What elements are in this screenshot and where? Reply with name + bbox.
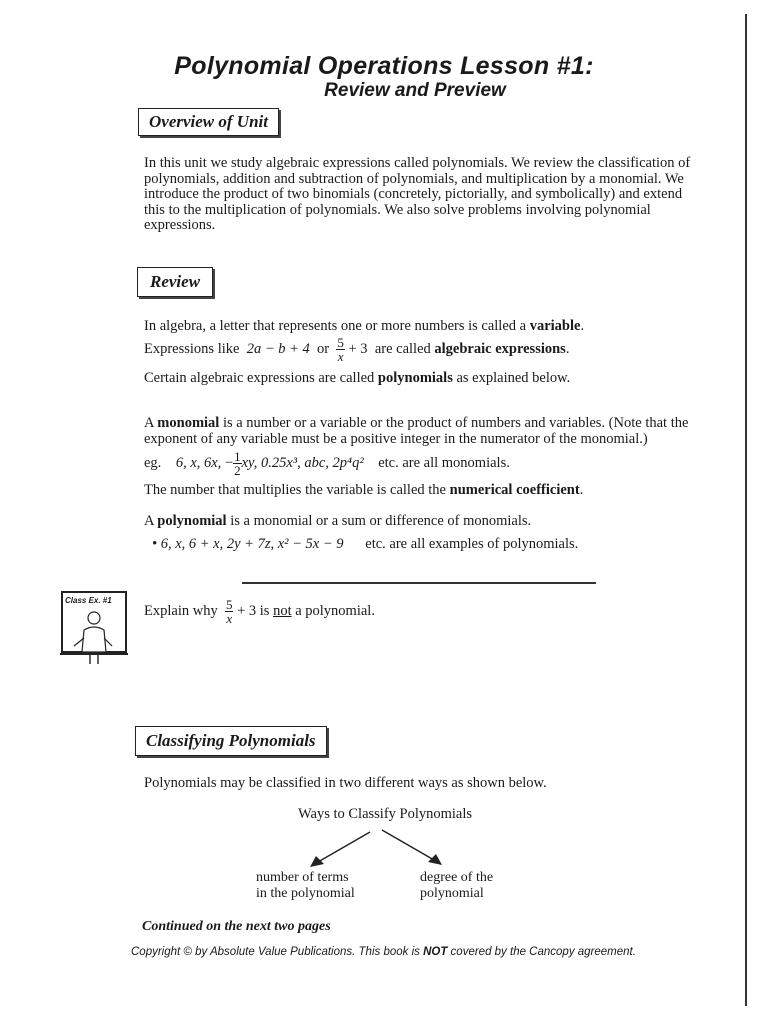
expressions-like-text: Expressions like	[144, 340, 240, 357]
monomial-terms-1: 6, x, 6x,	[175, 454, 222, 471]
variable-text: In algebra, a letter that represents one or more numbers is called a	[144, 318, 530, 334]
a-polynomial-text: a polynomial.	[291, 602, 375, 619]
not-emphasis: not	[273, 602, 292, 619]
fraction-numerator: 5	[337, 335, 344, 350]
polynomial-definition	[144, 513, 531, 530]
are-all-examples: etc. are all examples of polynomials.	[365, 536, 579, 552]
copyright-line	[131, 946, 636, 958]
overview-text: In this unit we study algebraic expressions called polynomials. We review the classification of polynomials, addition and subtraction of polynomials, and multiplication by a monomial. We introduce the product of two binomials (concretely, pictorially, and symbolically) and extend this to the multiplication of polynomials. We also solve problems involving polynomial expressions.	[144, 155, 691, 233]
variable-definition	[144, 318, 584, 335]
not-bold: NOT	[423, 946, 448, 958]
number-of-terms-text: number of terms	[256, 870, 349, 885]
monomial-examples	[144, 450, 510, 477]
algebraic-expressions-term: algebraic expressions	[434, 340, 566, 357]
classify-by-degree	[420, 870, 493, 902]
class-example-label: Class Ex. #1	[65, 596, 112, 605]
polynomials-intro	[144, 370, 570, 387]
a-text: A	[144, 415, 158, 431]
polynomials-term: polynomials	[377, 370, 453, 386]
copyright-text: Copyright © by Absolute Value Publications. This book is	[131, 946, 424, 958]
eg-label: eg.	[144, 454, 162, 471]
or-text: or	[317, 340, 330, 357]
class-example-question	[144, 598, 375, 625]
page-title: Polynomial Operations Lesson #1:	[174, 52, 594, 80]
diagram-title: Ways to Classify Polynomials	[298, 806, 473, 822]
plus-3: + 3	[348, 340, 368, 357]
are-called-text: are called	[374, 340, 435, 357]
fraction-denominator: 2	[234, 463, 241, 478]
numerical-coefficient-line	[144, 482, 583, 499]
plus-3-is: + 3 is	[237, 602, 274, 619]
explained-text: as explained below.	[452, 370, 571, 386]
separator-line	[242, 582, 596, 584]
explain-why-text: Explain why	[144, 602, 218, 619]
page-subtitle: Review and Preview	[324, 80, 506, 101]
numerical-coefficient-term: numerical coefficient	[449, 482, 580, 498]
are-all-monomials: etc. are all monomials.	[378, 454, 510, 471]
period: .	[565, 340, 570, 357]
fraction-denominator: x	[226, 611, 233, 626]
overview-heading: Overview of Unit	[138, 108, 279, 136]
classify-by-terms	[256, 870, 355, 902]
polynomial-examples-list: • 6, x, 6 + x, 2y + 7z, x² − 5x − 9	[152, 536, 344, 552]
monomial-term: monomial	[157, 415, 220, 431]
classifying-heading: Classifying Polynomials	[135, 726, 327, 756]
page-edge-line	[745, 14, 747, 1006]
variable-period: .	[580, 318, 585, 334]
in-the-polynomial-text: in the polynomial	[256, 886, 355, 901]
fraction-one-half	[233, 450, 242, 477]
algebraic-expressions-line	[144, 336, 569, 363]
fraction-numerator: 1	[234, 449, 241, 464]
variable-term: variable	[529, 318, 581, 334]
monomial-text: is a number or a variable or the product of numbers and variables. (Note that the exponent of any variable must be a positive integer in the numerator of the monomial.)	[144, 415, 689, 447]
fraction-denominator: x	[337, 349, 344, 364]
degree-of-the-text: degree of the	[420, 870, 494, 885]
polynomial-text: is a monomial or a sum or difference of monomials.	[226, 513, 532, 529]
coefficient-text: The number that multiplies the variable is called the	[144, 482, 450, 498]
expression-2a-b-4: 2a − b + 4	[246, 340, 310, 357]
classification-arrows	[300, 826, 460, 876]
polynomial-text: polynomial	[420, 886, 484, 901]
fraction-5-over-x	[225, 598, 234, 625]
fraction-numerator: 5	[225, 597, 233, 612]
period: .	[579, 482, 584, 498]
negative-sign: −	[224, 454, 234, 471]
classifying-intro: Polynomials may be classified in two different ways as shown below.	[144, 775, 547, 791]
a-text: A	[144, 513, 158, 529]
certain-text: Certain algebraic expressions are called	[144, 370, 378, 386]
fraction-5-over-x	[336, 336, 345, 363]
continued-note: Continued on the next two pages	[142, 919, 331, 934]
polynomial-examples	[152, 536, 578, 553]
cancopy-text: covered by the Cancopy agreement.	[447, 946, 636, 958]
polynomial-term: polynomial	[157, 513, 227, 529]
review-heading: Review	[137, 267, 213, 297]
monomial-definition	[144, 416, 692, 447]
monomial-terms-2: xy, 0.25x³, abc, 2p⁴q²	[241, 454, 364, 471]
